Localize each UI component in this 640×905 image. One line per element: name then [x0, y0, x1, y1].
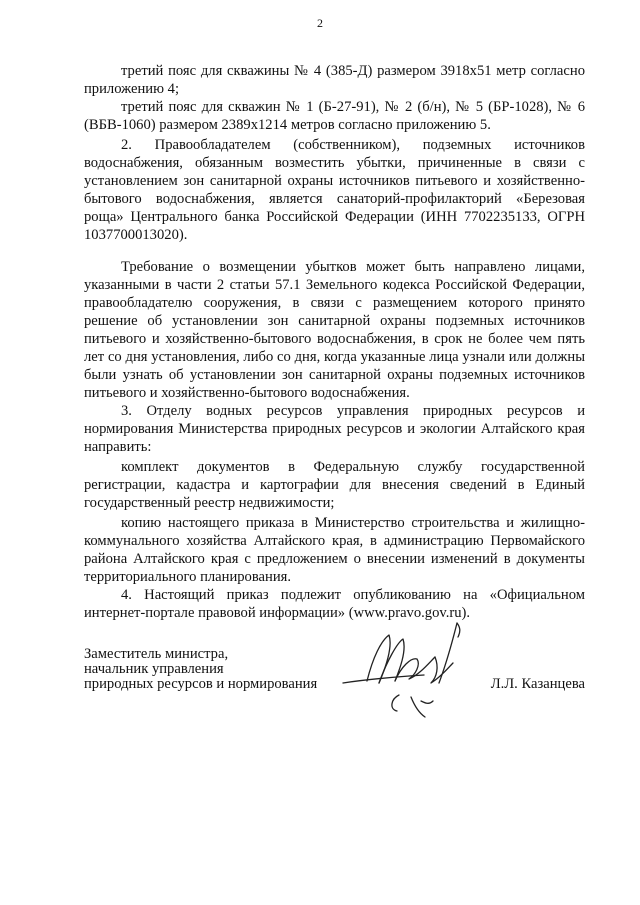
- signer-position: [84, 647, 317, 692]
- paragraph-item-3-water-resources-department: 3. Отделу водных ресурсов управления природных ресурсов и нормирования Министерства природных ресурсов и экологии Алтайского края направить:: [84, 403, 585, 455]
- page-number: 2: [317, 16, 323, 30]
- signer-name: Л.Л. Казанцева: [490, 676, 585, 692]
- paragraph-compensation-claim: Требование о возмещении убытков может быть направлено лицами, указанными в части 2 статьи 57.1 Земельного кодекса Российской Федерации, правообладателю сооружения, в связи с размещением которого принято решение об установлении зон санитарной охраны подземных источников питьевого и хозяйственно-бытового водоснабжения, в срок не более чем пять лет со дня установления, либо со дня, когда указанные лица узнали или должны были узнать об установлении зон санитарной охраны подземных источников питьевого и хозяйственно-бытового водоснабжения.: [84, 259, 585, 401]
- paragraph-third-belt-well-4: третий пояс для скважины № 4 (385-Д) размером 3918x51 метр согласно приложению 4;: [84, 63, 585, 97]
- signature-block: [84, 647, 585, 727]
- order-body-text: [84, 62, 585, 622]
- signer-position-line: природных ресурсов и нормирования: [84, 676, 318, 692]
- paragraph-third-belt-wells-1-2-5-6: третий пояс для скважин № 1 (Б-27-91), № 2 (б/н), № 5 (БР-1028), № 6 (ВБВ-1060) размером 2389x1214 метров согласно приложению 5.: [84, 99, 585, 133]
- paragraph-item-2-rightholder: 2. Правообладателем (собственником), подземных источников водоснабжения, обязанным возместить убытки, причиненные в связи с установлением зон санитарной охраны источников питьевого и хозяйственно-бытового водоснабжения, является санаторий-профилакторий «Березовая роща» Центрального банка Российской Федерации (ИНН 7702235133, ОГРН 1037700013020).: [84, 137, 585, 243]
- paragraph-copy-to-construction-ministry: копию настоящего приказа в Министерство строительства и жилищно-коммунального хозяйства Алтайского края, в администрацию Первомайского района Алтайского края с предложением о внесении изменений в документы территориального планирования.: [84, 515, 585, 585]
- paragraph-documents-to-registry-service: комплект документов в Федеральную службу государственной регистрации, кадастра и картографии для внесения сведений в Единый государственный реестр недвижимости;: [84, 459, 585, 511]
- signer-position-line: Заместитель министра,: [84, 646, 229, 662]
- handwritten-signature: [339, 617, 469, 727]
- signer-position-line: начальник управления: [84, 661, 224, 677]
- paragraph-item-4-publication: 4. Настоящий приказ подлежит опубликованию на «Официальном интернет-портале правовой информации» (www.pravo.gov.ru).: [84, 587, 585, 621]
